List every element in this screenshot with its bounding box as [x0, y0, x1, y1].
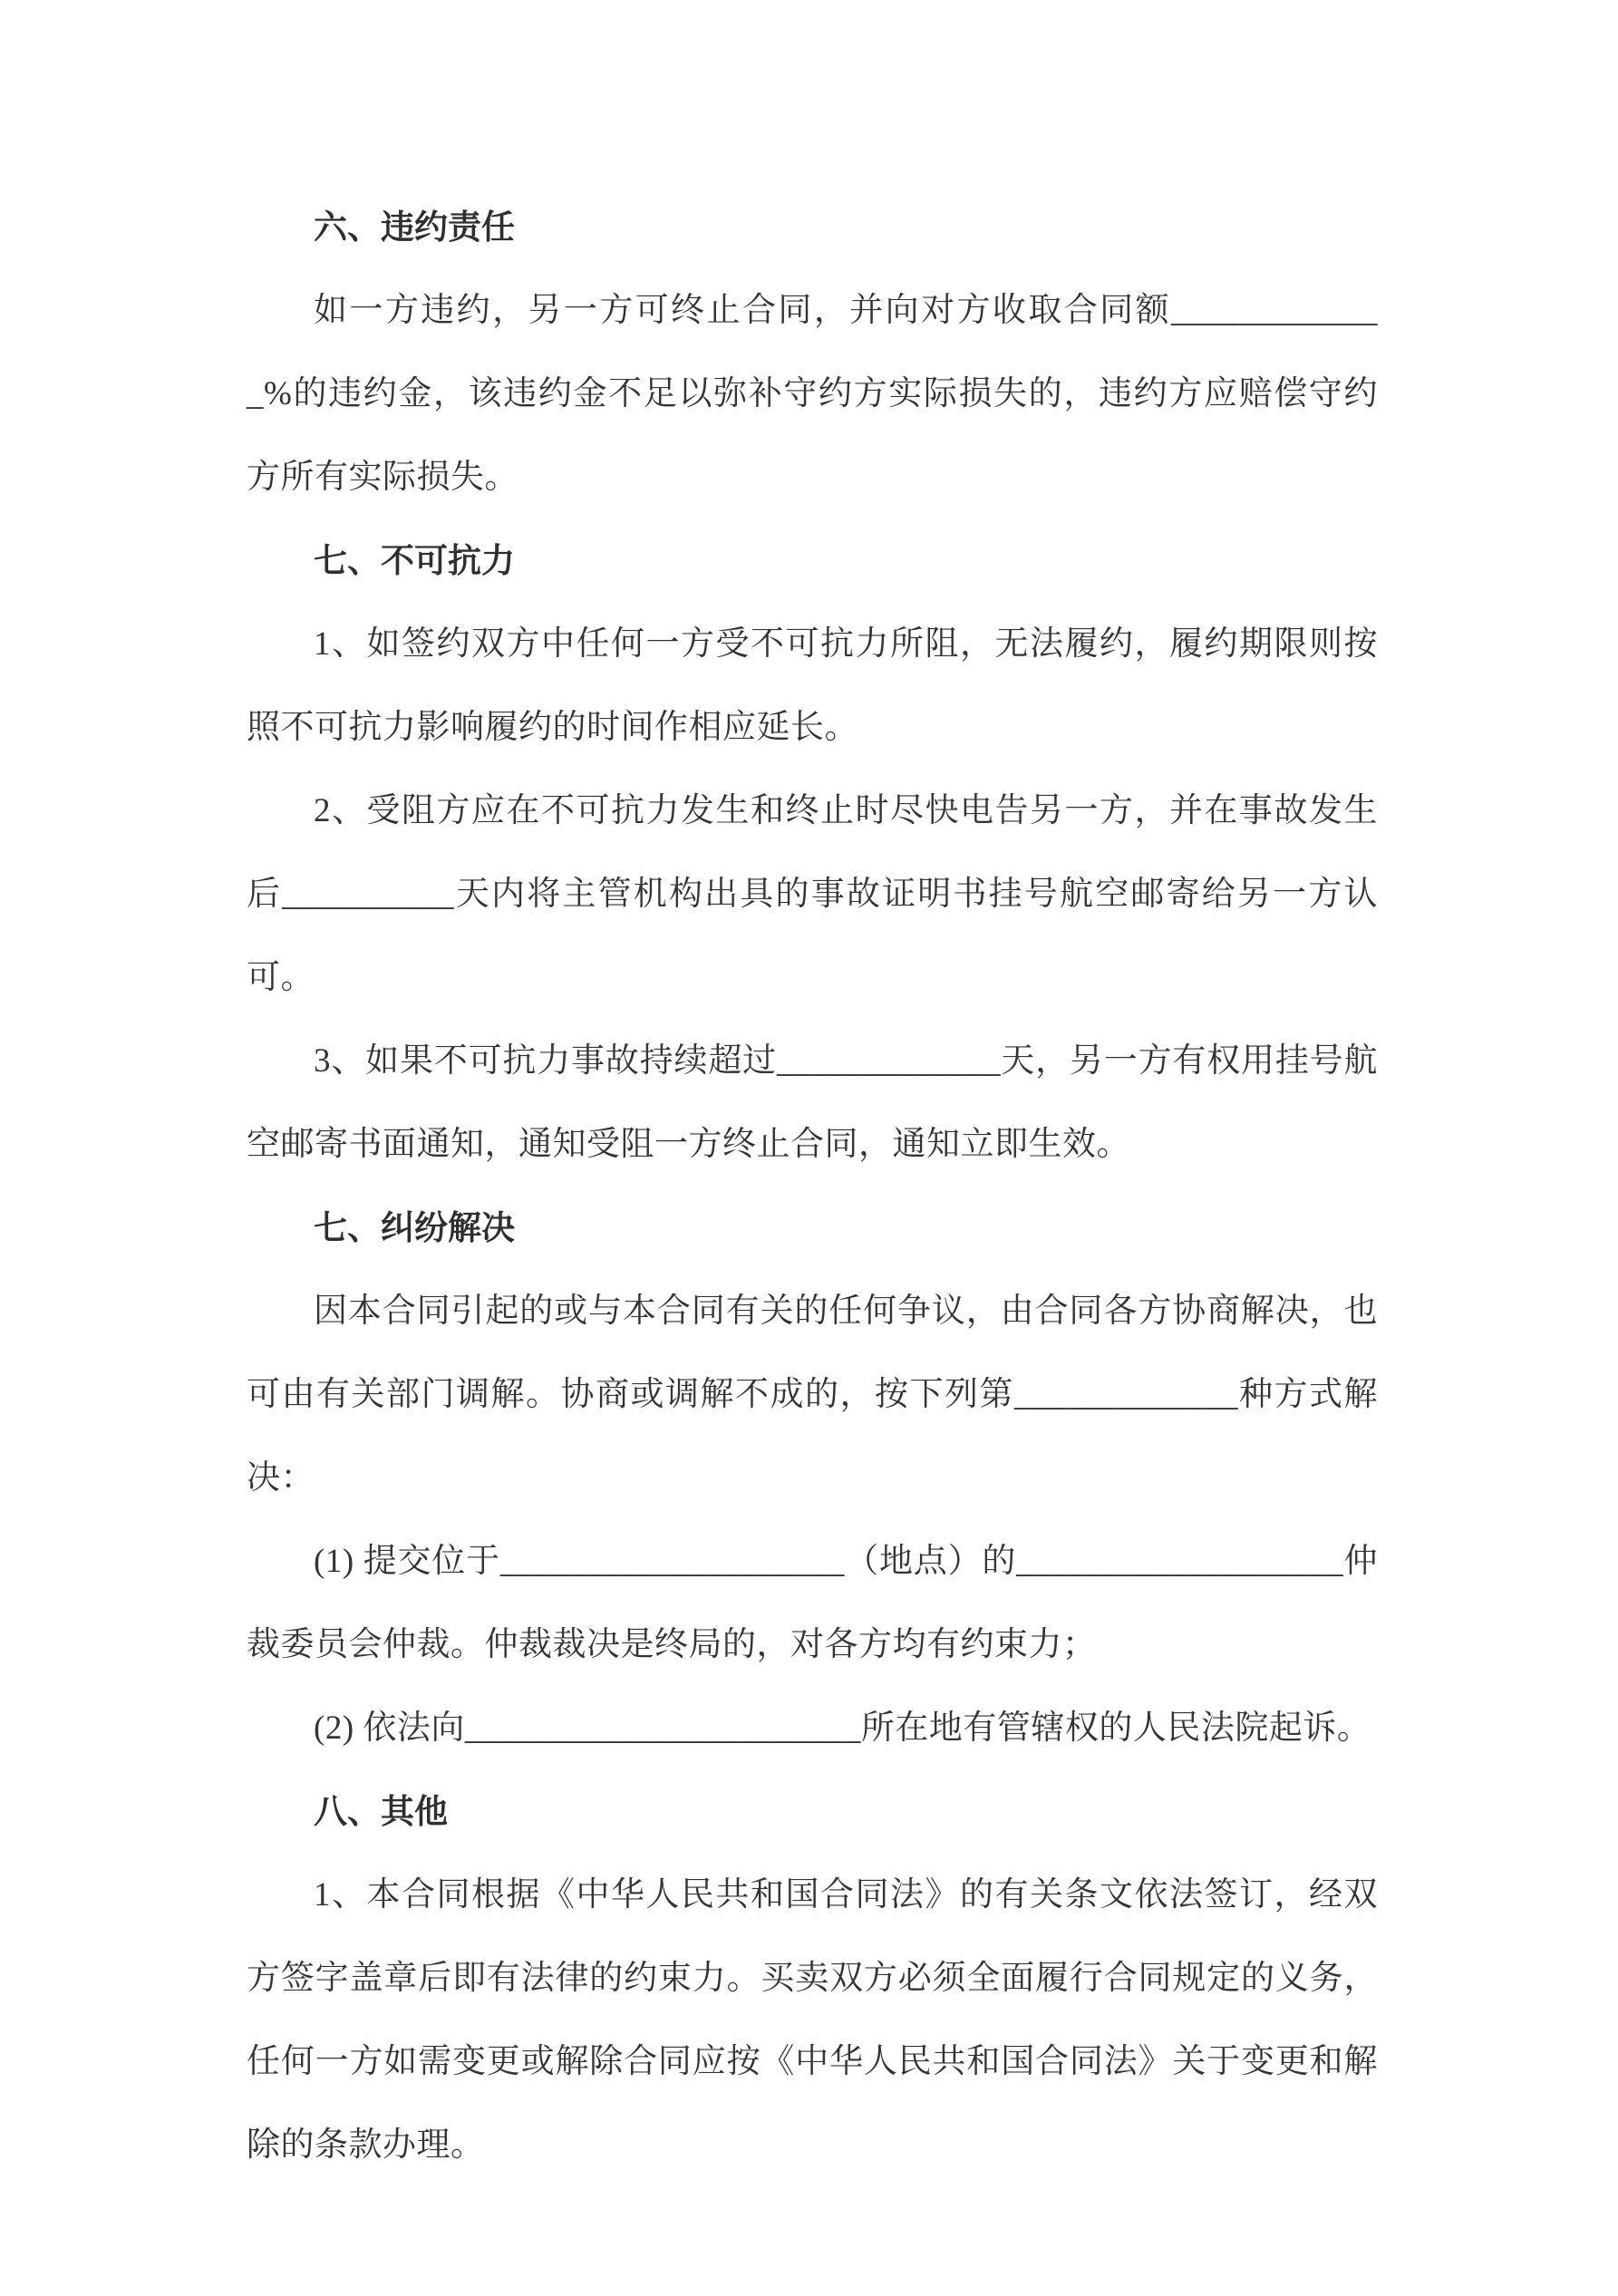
contract-paragraph-dispute-court: (2) 依法向_______________________所在地有管辖权的人民法院起诉。 [314, 1710, 1371, 1747]
section-heading-breach-liability: 六、违约责任 [314, 208, 515, 246]
section-heading-other: 八、其他 [314, 1793, 448, 1830]
contract-paragraph-dispute-arbitration: (1) 提交位于____________________（地点）的___________________仲裁委员会仲裁。仲裁裁决是终局的，对各方均有约束力； [247, 1543, 1378, 1663]
contract-paragraph-dispute-intro: 因本合同引起的或与本合同有关的任何争议，由合同各方协商解决，也可由有关部门调解。协商或调解不成的，按下列第_____________种方式解决： [247, 1293, 1378, 1497]
contract-paragraph-force-majeure-2: 2、受阻方应在不可抗力发生和终止时尽快电告另一方，并在事故发生后__________天内将主管机构出具的事故证明书挂号航空邮寄给另一方认可。 [247, 792, 1378, 996]
contract-paragraph-other-1: 1、本合同根据《中华人民共和国合同法》的有关条文依法签订，经双方签字盖章后即有法律的约束力。买卖双方必须全面履行合同规定的义务，任何一方如需变更或解除合同应按《中华人民共和国合同法》关于变更和解除的条款办理。 [247, 1876, 1378, 2164]
section-heading-dispute-resolution: 七、纠纷解决 [314, 1209, 515, 1246]
section-heading-force-majeure: 七、不可抗力 [314, 542, 515, 579]
contract-paragraph-breach: 如一方违约，另一方可终止合同，并向对方收取合同额_____________%的违约金，该违约金不足以弥补守约方实际损失的，违约方应赔偿守约方所有实际损失。 [247, 292, 1378, 496]
contract-paragraph-force-majeure-1: 1、如签约双方中任何一方受不可抗力所阻，无法履约，履约期限则按照不可抗力影响履约的时间作相应延长。 [247, 625, 1378, 746]
contract-paragraph-force-majeure-3: 3、如果不可抗力事故持续超过_____________天，另一方有权用挂号航空邮寄书面通知，通知受阻一方终止合同，通知立即生效。 [247, 1042, 1378, 1163]
